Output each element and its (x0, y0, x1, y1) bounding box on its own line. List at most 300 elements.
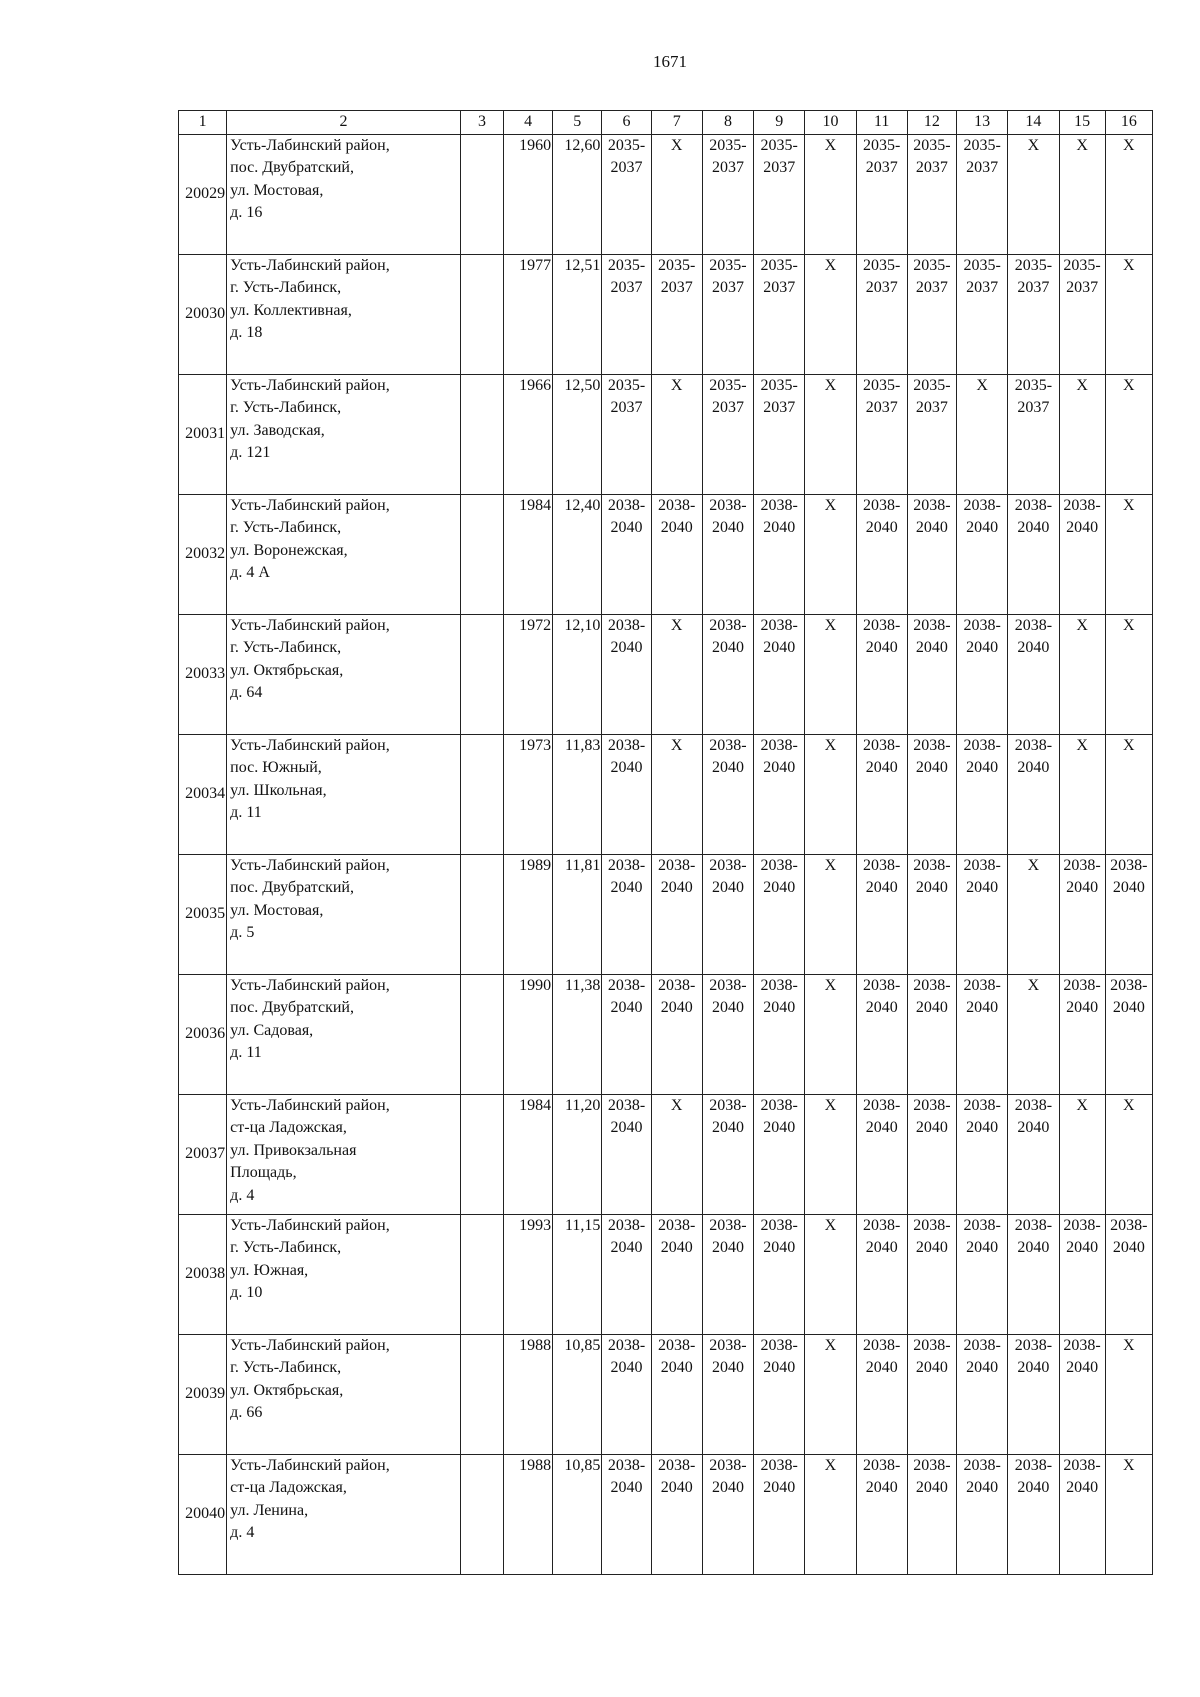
period-cell (907, 734, 956, 854)
period-cell (1008, 734, 1059, 854)
period-text: X (1076, 616, 1088, 634)
address-cell (227, 974, 461, 1094)
period-cell (651, 1334, 702, 1454)
address-line: д. 11 (230, 804, 262, 821)
period-text: X (1123, 1336, 1135, 1354)
period-text: 2038- (760, 1216, 798, 1234)
address-line: д. 4 (230, 1524, 255, 1541)
period-text: X (670, 136, 683, 154)
column-number-header: 7 (651, 111, 702, 135)
period-text: 2038- (760, 1336, 798, 1354)
period-text: 2035- (709, 376, 747, 394)
period-text: 2038- (913, 856, 951, 874)
period-text: 2040 (763, 759, 796, 776)
period-text: 2038- (760, 976, 798, 994)
period-cell (1059, 974, 1105, 1094)
period-text: 2040 (966, 1119, 999, 1136)
period-cell (1105, 1454, 1152, 1574)
period-text: 2037 (711, 399, 744, 416)
period-text: 2040 (1112, 999, 1145, 1016)
period-cell (1105, 1214, 1152, 1334)
period-cell (1059, 1214, 1105, 1334)
period-cell (602, 374, 651, 494)
period-text: 2040 (711, 1359, 744, 1376)
column-number-header: 4 (503, 111, 552, 135)
period-text: 2040 (1017, 519, 1050, 536)
period-text: 2040 (966, 759, 999, 776)
period-text: X (1123, 1456, 1135, 1474)
value-cell: 10,85 (553, 1334, 602, 1454)
address-cell (227, 1454, 461, 1574)
column-3-cell (460, 374, 503, 494)
record-code: 20029 (179, 134, 227, 254)
period-text: 2040 (711, 1239, 744, 1256)
period-text: 2038- (709, 616, 747, 634)
period-text: 2038- (658, 856, 696, 874)
period-cell (1059, 1094, 1105, 1214)
address-line: д. 5 (230, 924, 255, 941)
period-text: 2040 (1017, 1239, 1050, 1256)
period-cell (957, 1454, 1008, 1574)
period-cell (754, 374, 805, 494)
column-number-header: 3 (460, 111, 503, 135)
column-number-header: 15 (1059, 111, 1105, 135)
column-3-cell (460, 134, 503, 254)
period-text: 2035- (913, 376, 951, 394)
table-row (179, 974, 1153, 1094)
period-text: 2040 (865, 879, 898, 896)
period-cell (1105, 974, 1152, 1094)
address-line: ул. Мостовая, (230, 901, 324, 919)
period-cell (957, 374, 1008, 494)
period-cell (754, 494, 805, 614)
period-cell (651, 494, 702, 614)
period-text: 2037 (915, 399, 948, 416)
period-text: 2040 (865, 519, 898, 536)
period-text: 2040 (660, 999, 693, 1016)
period-text: 2038- (1014, 736, 1053, 754)
period-text: 2037 (660, 279, 693, 296)
period-text: 2038- (863, 1216, 901, 1234)
period-cell (805, 974, 856, 1094)
address-line: Усть-Лабинский район, (230, 1216, 390, 1234)
value-cell: 10,85 (553, 1454, 602, 1574)
period-cell (702, 614, 753, 734)
period-text: 2035- (913, 256, 951, 274)
period-text: 2038- (963, 736, 1001, 754)
period-text: 2040 (610, 879, 643, 896)
column-number-header: 12 (907, 111, 956, 135)
table-row (179, 254, 1153, 374)
record-code: 20036 (179, 974, 227, 1094)
period-text: 2040 (966, 1479, 999, 1496)
period-cell (651, 1094, 702, 1214)
period-text: 2040 (915, 1239, 948, 1256)
period-cell (856, 254, 907, 374)
period-cell (754, 1214, 805, 1334)
address-line: д. 16 (230, 204, 263, 221)
period-cell (907, 1214, 956, 1334)
period-text: 2038- (913, 496, 951, 514)
column-3-cell (460, 614, 503, 734)
address-line: д. 10 (230, 1284, 263, 1301)
period-cell (805, 614, 856, 734)
address-line: ул. Школьная, (230, 781, 327, 799)
period-cell (651, 614, 702, 734)
period-text: 2040 (610, 639, 643, 656)
column-number-header: 14 (1008, 111, 1059, 135)
period-text: 2038- (760, 616, 798, 634)
year-cell: 1989 (503, 854, 552, 974)
period-cell (1008, 374, 1059, 494)
address-cell (227, 254, 461, 374)
period-text: 2038- (709, 1216, 747, 1234)
year-cell: 1966 (503, 374, 552, 494)
period-text: 2040 (865, 1479, 898, 1496)
period-text: 2038- (963, 1456, 1001, 1474)
period-cell (856, 494, 907, 614)
period-text: 2038- (607, 496, 646, 514)
column-3-cell (460, 1214, 503, 1334)
period-text: 2040 (763, 1239, 796, 1256)
value-cell: 11,38 (553, 974, 602, 1094)
period-cell (651, 254, 702, 374)
address-line: д. 11 (230, 1044, 262, 1061)
period-cell (1008, 854, 1059, 974)
period-text: X (670, 376, 683, 394)
period-text: 2038- (863, 1456, 901, 1474)
period-text: 2038- (760, 496, 798, 514)
period-cell (1008, 1214, 1059, 1334)
period-text: 2040 (763, 1479, 796, 1496)
period-text: 2035- (658, 256, 696, 274)
period-text: 2040 (1017, 639, 1050, 656)
address-line: д. 18 (230, 324, 263, 341)
period-text: X (824, 1096, 837, 1114)
address-cell (227, 1094, 461, 1214)
period-text: 2038- (1014, 496, 1053, 514)
period-text: 2037 (1017, 279, 1050, 296)
period-cell (702, 134, 753, 254)
period-text: X (824, 856, 837, 874)
value-cell: 12,60 (553, 134, 602, 254)
period-text: 2040 (610, 1239, 643, 1256)
period-cell (1059, 374, 1105, 494)
period-cell (805, 1334, 856, 1454)
period-text: 2035- (607, 136, 646, 154)
period-text: 2038- (913, 1096, 951, 1114)
record-code: 20033 (179, 614, 227, 734)
period-text: 2037 (1017, 399, 1050, 416)
period-text: 2038- (913, 1456, 951, 1474)
period-text: 2038- (863, 616, 901, 634)
period-text: 2035- (1063, 256, 1101, 274)
period-cell (1105, 614, 1152, 734)
period-text: 2035- (607, 256, 646, 274)
value-cell: 11,20 (553, 1094, 602, 1214)
address-cell (227, 854, 461, 974)
period-text: 2038- (760, 1456, 798, 1474)
period-text: 2040 (763, 1119, 796, 1136)
period-text: 2035- (863, 376, 901, 394)
table-row (179, 134, 1153, 254)
period-text: 2040 (711, 879, 744, 896)
period-cell (805, 1214, 856, 1334)
period-text: 2040 (610, 1479, 643, 1496)
period-text: X (824, 256, 837, 274)
period-cell (1105, 734, 1152, 854)
period-cell (651, 1214, 702, 1334)
period-text: 2037 (915, 159, 948, 176)
period-text: 2038- (658, 1216, 696, 1234)
table-row (179, 734, 1153, 854)
column-number-header: 2 (227, 111, 461, 135)
period-cell (602, 974, 651, 1094)
period-cell (702, 1094, 753, 1214)
period-text: 2038- (709, 1336, 747, 1354)
period-text: X (824, 736, 837, 754)
period-text: 2040 (915, 519, 948, 536)
address-line: ул. Ленина, (230, 1501, 309, 1519)
period-text: 2040 (711, 1119, 744, 1136)
period-cell (1059, 254, 1105, 374)
period-text: 2037 (711, 279, 744, 296)
record-code: 20032 (179, 494, 227, 614)
period-cell (651, 1454, 702, 1574)
value-cell: 11,83 (553, 734, 602, 854)
period-text: 2038- (1063, 1456, 1101, 1474)
period-text: 2037 (763, 159, 796, 176)
address-cell (227, 1334, 461, 1454)
period-text: 2038- (607, 976, 646, 994)
period-text: X (1076, 1096, 1088, 1114)
value-cell: 12,50 (553, 374, 602, 494)
period-cell (805, 1454, 856, 1574)
period-cell (1008, 974, 1059, 1094)
period-cell (1059, 854, 1105, 974)
period-text: X (1123, 1096, 1135, 1114)
period-text: 2040 (610, 519, 643, 536)
address-line: д. 64 (230, 684, 263, 701)
period-text: 2040 (865, 639, 898, 656)
year-cell: 1960 (503, 134, 552, 254)
year-cell: 1990 (503, 974, 552, 1094)
period-text: 2038- (863, 1336, 901, 1354)
period-text: 2040 (1066, 1359, 1099, 1376)
period-text: X (1076, 136, 1088, 154)
period-text: X (1123, 736, 1135, 754)
column-number-header: 5 (553, 111, 602, 135)
period-text: 2040 (610, 759, 643, 776)
period-text: 2040 (966, 519, 999, 536)
period-cell (907, 1094, 956, 1214)
period-text: 2038- (760, 736, 798, 754)
period-cell (602, 854, 651, 974)
period-text: 2035- (709, 256, 747, 274)
period-cell (754, 1094, 805, 1214)
period-text: 2037 (1066, 279, 1099, 296)
period-text: X (824, 1456, 837, 1474)
period-text: 2037 (966, 159, 999, 176)
period-text: 2040 (660, 519, 693, 536)
period-cell (805, 854, 856, 974)
period-text: 2040 (915, 879, 948, 896)
period-text: 2038- (913, 976, 951, 994)
period-text: 2038- (709, 1456, 747, 1474)
period-text: 2037 (915, 279, 948, 296)
address-line: Усть-Лабинский район, (230, 1336, 390, 1354)
address-line: г. Усть-Лабинск, (230, 279, 342, 296)
period-text: 2037 (865, 399, 898, 416)
period-cell (856, 974, 907, 1094)
period-text: 2038- (1110, 1216, 1148, 1234)
record-code: 20031 (179, 374, 227, 494)
period-cell (651, 974, 702, 1094)
period-text: X (824, 376, 837, 394)
period-text: 2037 (610, 159, 643, 176)
period-cell (602, 254, 651, 374)
period-text: X (976, 376, 988, 394)
record-code: 20030 (179, 254, 227, 374)
address-line: Усть-Лабинский район, (230, 496, 390, 514)
period-text: X (1123, 136, 1135, 154)
period-text: 2040 (966, 879, 999, 896)
period-cell (651, 734, 702, 854)
address-line: ул. Мостовая, (230, 181, 324, 199)
page-number: 1671 (653, 52, 687, 71)
address-line: Площадь, (230, 1164, 297, 1181)
address-line: д. 4 А (230, 564, 270, 581)
period-text: 2035- (863, 256, 901, 274)
period-text: 2038- (709, 496, 747, 514)
period-cell (856, 1094, 907, 1214)
period-cell (957, 254, 1008, 374)
period-text: 2038- (607, 1456, 646, 1474)
year-cell: 1988 (503, 1334, 552, 1454)
address-line: д. 66 (230, 1404, 263, 1421)
address-cell (227, 134, 461, 254)
period-cell (907, 134, 956, 254)
period-text: 2040 (966, 639, 999, 656)
period-text: 2037 (865, 279, 898, 296)
address-line: Усть-Лабинский район, (230, 1456, 390, 1474)
period-cell (602, 614, 651, 734)
address-line: д. 4 (230, 1186, 255, 1204)
period-text: X (670, 616, 683, 634)
period-cell (754, 734, 805, 854)
period-cell (651, 374, 702, 494)
period-cell (805, 134, 856, 254)
period-text: 2038- (709, 1096, 747, 1114)
period-text: 2040 (966, 1239, 999, 1256)
address-line: ст-ца Ладожская, (230, 1119, 347, 1136)
period-text: 2040 (915, 1479, 948, 1496)
period-cell (602, 134, 651, 254)
period-text: 2040 (1066, 1239, 1099, 1256)
period-text: 2038- (863, 976, 901, 994)
address-line: пос. Двубратский, (230, 159, 354, 176)
address-line: г. Усть-Лабинск, (230, 399, 342, 416)
period-text: X (1027, 136, 1040, 154)
address-line: г. Усть-Лабинск, (230, 639, 342, 656)
period-text: 2038- (760, 856, 798, 874)
period-cell (702, 374, 753, 494)
table-row (179, 494, 1153, 614)
period-cell (754, 254, 805, 374)
record-code: 20035 (179, 854, 227, 974)
period-cell (1105, 254, 1152, 374)
address-cell (227, 734, 461, 854)
period-cell (1105, 134, 1152, 254)
period-text: 2040 (865, 1359, 898, 1376)
period-text: 2038- (963, 1216, 1001, 1234)
period-text: 2038- (709, 856, 747, 874)
address-line: г. Усть-Лабинск, (230, 519, 342, 536)
column-3-cell (460, 494, 503, 614)
period-text: 2038- (709, 976, 747, 994)
address-line: ул. Заводская, (230, 421, 325, 439)
period-text: 2040 (1017, 1119, 1050, 1136)
period-text: 2040 (1066, 999, 1099, 1016)
period-cell (1008, 254, 1059, 374)
period-text: 2038- (607, 1096, 646, 1114)
year-cell: 1973 (503, 734, 552, 854)
period-cell (651, 854, 702, 974)
period-text: 2038- (1110, 976, 1148, 994)
period-text: 2035- (607, 376, 646, 394)
period-cell (856, 1334, 907, 1454)
table-row (179, 1334, 1153, 1454)
table-row (179, 854, 1153, 974)
address-cell (227, 374, 461, 494)
period-text: 2038- (1063, 496, 1101, 514)
period-cell (907, 1454, 956, 1574)
period-text: 2038- (1110, 856, 1148, 874)
period-text: 2038- (913, 1216, 951, 1234)
period-cell (957, 134, 1008, 254)
value-cell: 12,10 (553, 614, 602, 734)
period-cell (602, 1094, 651, 1214)
address-line: ул. Южная, (230, 1261, 309, 1279)
address-line: ул. Воронежская, (230, 541, 348, 559)
column-number-header: 9 (754, 111, 805, 135)
value-cell: 12,51 (553, 254, 602, 374)
period-cell (805, 1094, 856, 1214)
period-text: 2038- (658, 1336, 696, 1354)
address-line: ул. Коллективная, (230, 301, 352, 319)
period-text: 2040 (660, 1359, 693, 1376)
period-text: 2037 (865, 159, 898, 176)
period-text: 2037 (763, 279, 796, 296)
period-text: 2035- (760, 136, 798, 154)
table-row (179, 1094, 1153, 1214)
table-row (179, 374, 1153, 494)
period-text: 2040 (915, 1119, 948, 1136)
period-cell (602, 1334, 651, 1454)
period-cell (702, 1334, 753, 1454)
address-line: ул. Садовая, (230, 1021, 314, 1039)
period-text: 2038- (963, 496, 1001, 514)
period-text: 2038- (863, 736, 901, 754)
period-cell (1008, 134, 1059, 254)
period-cell (754, 1334, 805, 1454)
period-text: 2040 (763, 879, 796, 896)
period-cell (805, 494, 856, 614)
period-cell (856, 854, 907, 974)
table-row (179, 1214, 1153, 1334)
period-cell (1008, 1454, 1059, 1574)
period-cell (1105, 374, 1152, 494)
